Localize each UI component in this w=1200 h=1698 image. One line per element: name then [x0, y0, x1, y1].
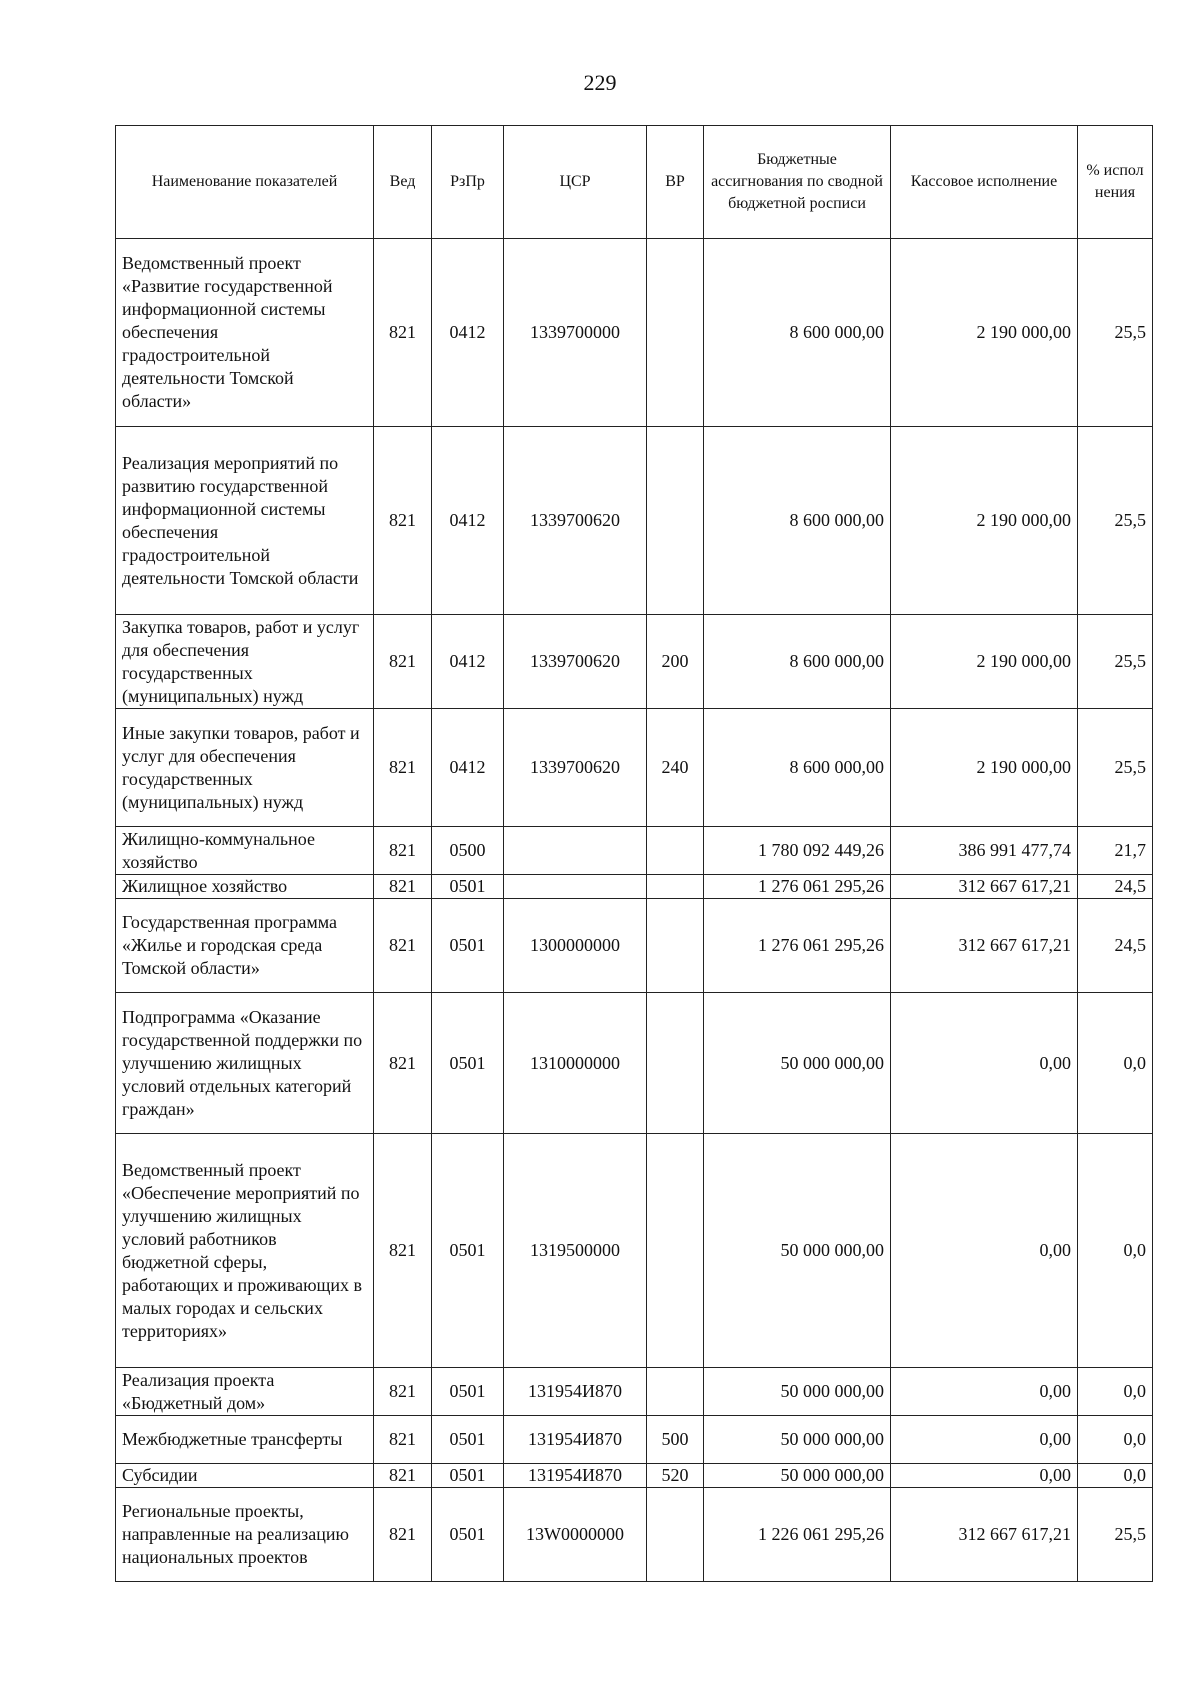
cell-name: Иные закупки товаров, работ и услуг для обеспечения государственных (муниципальных) нужд: [116, 709, 374, 827]
cell-ved: 821: [374, 1368, 432, 1416]
table-row: [116, 1416, 1153, 1464]
cell-cash: 2 190 000,00: [891, 709, 1078, 827]
cell-cash: 2 190 000,00: [891, 239, 1078, 427]
cell-cash: 2 190 000,00: [891, 615, 1078, 709]
cell-ved: 821: [374, 1464, 432, 1488]
cell-name: Ведомственный проект «Развитие государственной информационной системы обеспечения градостроительной деятельности Томской области»: [116, 239, 374, 427]
cell-rzpr: 0501: [432, 875, 504, 899]
cell-percent: 0,0: [1078, 1134, 1153, 1368]
cell-percent: 0,0: [1078, 1416, 1153, 1464]
cell-cash: 0,00: [891, 1464, 1078, 1488]
cell-percent: 25,5: [1078, 239, 1153, 427]
cell-name: Межбюджетные трансферты: [116, 1416, 374, 1464]
cell-vr: 200: [647, 615, 704, 709]
cell-csr: 131954И870: [504, 1416, 647, 1464]
cell-name: Региональные проекты, направленные на реализацию национальных проектов: [116, 1488, 374, 1582]
table-row: [116, 1488, 1153, 1582]
cell-rzpr: 0501: [432, 899, 504, 993]
cell-vr: [647, 875, 704, 899]
cell-percent: 25,5: [1078, 709, 1153, 827]
cell-vr: 520: [647, 1464, 704, 1488]
header-cash: Кассовое исполнение: [891, 126, 1078, 239]
cell-vr: 240: [647, 709, 704, 827]
cell-name: Реализация проекта «Бюджетный дом»: [116, 1368, 374, 1416]
cell-percent: 24,5: [1078, 899, 1153, 993]
cell-ved: 821: [374, 899, 432, 993]
cell-ved: 821: [374, 239, 432, 427]
cell-budget: 1 226 061 295,26: [704, 1488, 891, 1582]
cell-rzpr: 0501: [432, 1464, 504, 1488]
cell-percent: 24,5: [1078, 875, 1153, 899]
cell-budget: 8 600 000,00: [704, 427, 891, 615]
cell-vr: [647, 1134, 704, 1368]
cell-csr: 1300000000: [504, 899, 647, 993]
cell-percent: 0,0: [1078, 1464, 1153, 1488]
cell-rzpr: 0412: [432, 709, 504, 827]
cell-rzpr: 0501: [432, 1368, 504, 1416]
cell-cash: 312 667 617,21: [891, 1488, 1078, 1582]
cell-ved: 821: [374, 1416, 432, 1464]
header-csr: ЦСР: [504, 126, 647, 239]
cell-budget: 8 600 000,00: [704, 615, 891, 709]
header-budget: Бюджетные ассигнования по сводной бюджетной росписи: [704, 126, 891, 239]
cell-vr: [647, 899, 704, 993]
cell-cash: 386 991 477,74: [891, 827, 1078, 875]
cell-cash: 0,00: [891, 1368, 1078, 1416]
cell-csr: 1339700000: [504, 239, 647, 427]
cell-csr: [504, 875, 647, 899]
cell-csr: 131954И870: [504, 1368, 647, 1416]
cell-rzpr: 0501: [432, 993, 504, 1134]
table-row: [116, 875, 1153, 899]
table-row: [116, 1464, 1153, 1488]
cell-csr: 1339700620: [504, 709, 647, 827]
cell-csr: 131954И870: [504, 1464, 647, 1488]
table-header-row: [116, 126, 1153, 239]
table-row: [116, 1134, 1153, 1368]
table-row: [116, 827, 1153, 875]
cell-name: Государственная программа «Жилье и городская среда Томской области»: [116, 899, 374, 993]
cell-vr: [647, 993, 704, 1134]
cell-name: Субсидии: [116, 1464, 374, 1488]
cell-rzpr: 0412: [432, 615, 504, 709]
cell-cash: 0,00: [891, 1416, 1078, 1464]
table-row: [116, 239, 1153, 427]
cell-budget: 50 000 000,00: [704, 1368, 891, 1416]
cell-vr: [647, 827, 704, 875]
cell-percent: 25,5: [1078, 427, 1153, 615]
cell-rzpr: 0501: [432, 1416, 504, 1464]
cell-percent: 0,0: [1078, 1368, 1153, 1416]
cell-name: Ведомственный проект «Обеспечение мероприятий по улучшению жилищных условий работников бюджетной сферы, работающих и проживающих в малых городах и сельских территориях»: [116, 1134, 374, 1368]
budget-execution-table: [115, 125, 1153, 1582]
cell-csr: 1339700620: [504, 427, 647, 615]
cell-budget: 50 000 000,00: [704, 1416, 891, 1464]
header-rzpr: РзПр: [432, 126, 504, 239]
cell-rzpr: 0412: [432, 239, 504, 427]
cell-csr: 1310000000: [504, 993, 647, 1134]
cell-budget: 50 000 000,00: [704, 993, 891, 1134]
header-ved: Вед: [374, 126, 432, 239]
cell-rzpr: 0500: [432, 827, 504, 875]
cell-name: Реализация мероприятий по развитию государственной информационной системы обеспечения градостроительной деятельности Томской области: [116, 427, 374, 615]
cell-budget: 50 000 000,00: [704, 1464, 891, 1488]
cell-cash: 0,00: [891, 993, 1078, 1134]
cell-vr: [647, 427, 704, 615]
cell-percent: 25,5: [1078, 1488, 1153, 1582]
cell-cash: 312 667 617,21: [891, 899, 1078, 993]
cell-name: Закупка товаров, работ и услуг для обеспечения государственных (муниципальных) нужд: [116, 615, 374, 709]
cell-budget: 1 276 061 295,26: [704, 899, 891, 993]
cell-name: Жилищное хозяйство: [116, 875, 374, 899]
cell-csr: 13W0000000: [504, 1488, 647, 1582]
cell-csr: 1319500000: [504, 1134, 647, 1368]
cell-cash: 0,00: [891, 1134, 1078, 1368]
cell-cash: 2 190 000,00: [891, 427, 1078, 615]
cell-percent: 0,0: [1078, 993, 1153, 1134]
table-row: [116, 427, 1153, 615]
cell-vr: [647, 239, 704, 427]
table-row: [116, 993, 1153, 1134]
table-row: [116, 899, 1153, 993]
table-row: [116, 709, 1153, 827]
cell-ved: 821: [374, 427, 432, 615]
cell-csr: 1339700620: [504, 615, 647, 709]
cell-rzpr: 0501: [432, 1134, 504, 1368]
cell-ved: 821: [374, 827, 432, 875]
cell-budget: 8 600 000,00: [704, 239, 891, 427]
page-number: 229: [583, 70, 617, 95]
cell-cash: 312 667 617,21: [891, 875, 1078, 899]
cell-ved: 821: [374, 615, 432, 709]
cell-rzpr: 0501: [432, 1488, 504, 1582]
cell-budget: 1 780 092 449,26: [704, 827, 891, 875]
cell-vr: [647, 1368, 704, 1416]
cell-budget: 50 000 000,00: [704, 1134, 891, 1368]
cell-ved: 821: [374, 875, 432, 899]
cell-csr: [504, 827, 647, 875]
cell-name: Подпрограмма «Оказание государственной поддержки по улучшению жилищных условий отдельных категорий граждан»: [116, 993, 374, 1134]
cell-vr: 500: [647, 1416, 704, 1464]
cell-percent: 25,5: [1078, 615, 1153, 709]
cell-ved: 821: [374, 993, 432, 1134]
header-percent: % испол нения: [1078, 126, 1153, 239]
header-vr: ВР: [647, 126, 704, 239]
cell-ved: 821: [374, 1488, 432, 1582]
cell-name: Жилищно-коммунальное хозяйство: [116, 827, 374, 875]
table-row: [116, 615, 1153, 709]
cell-budget: 1 276 061 295,26: [704, 875, 891, 899]
cell-rzpr: 0412: [432, 427, 504, 615]
cell-ved: 821: [374, 1134, 432, 1368]
header-name: Наименование показателей: [116, 126, 374, 239]
table-row: [116, 1368, 1153, 1416]
cell-ved: 821: [374, 709, 432, 827]
cell-percent: 21,7: [1078, 827, 1153, 875]
cell-vr: [647, 1488, 704, 1582]
cell-budget: 8 600 000,00: [704, 709, 891, 827]
